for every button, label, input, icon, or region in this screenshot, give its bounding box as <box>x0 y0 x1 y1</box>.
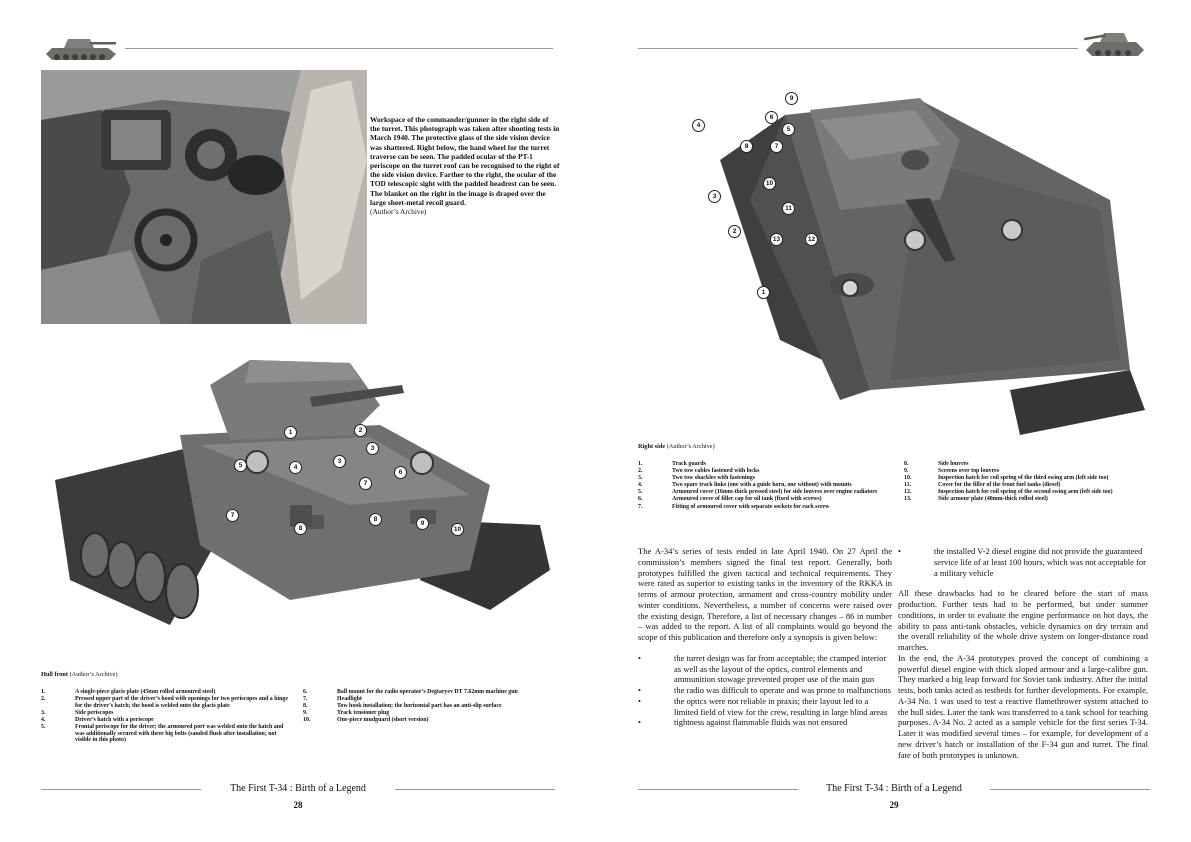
legend-text: Ball mount for the radio operator’s Degtaryev DT 7.62mm machine gun <box>337 689 518 695</box>
list-item <box>638 696 892 718</box>
tank-logo-icon <box>42 30 122 62</box>
bullet-text: the optics were not reliable in praxis; their layout led to a limited field of view for the crew, resulting in large blind areas <box>674 695 888 717</box>
hull-callout-8b: 9 <box>416 517 429 530</box>
footer-rule-right <box>990 789 1150 790</box>
bullet-glyph: • <box>638 652 641 663</box>
right-side-title <box>638 444 715 451</box>
list-item <box>638 685 892 696</box>
legend-num: 5. <box>638 489 643 496</box>
legend-num: 3. <box>638 475 643 482</box>
header-rule <box>125 48 553 49</box>
right-side-legend-left <box>638 461 893 511</box>
legend-text: Headlight <box>337 696 362 703</box>
turret-caption-credit: (Author’s Archive) <box>370 207 427 217</box>
bullet-text: the installed V-2 diesel engine did not provide the guaranteed service life of at least 100 hours, which was not acceptable for a military vehicle <box>934 546 1146 578</box>
col1-bullet-list <box>638 653 892 728</box>
footer-rule-left <box>41 789 201 790</box>
col2-paragraph-2: In the end, the A-34 prototypes proved the concept of combining a powerful diesel engine with thick sloped armour and a large-calibre gun. They marked a big leap forward for Soviet tank industry. After the initial tests, both tanks acted as testbeds for further developments. For example, A-34 No. 1 was used to test a reactive flamethrower system attached to the hull sides. Later the tank was transferred to a tank school for teaching purposes. A-34 No. 2 acted as a sample vehicle for the first series T-34. Later it was modified several times – for example, for development of a new driver’s hatch or installation of the F-34 gun and turret. The final fate of both prototypes is unknown. <box>898 652 1148 760</box>
legend-num: 11. <box>904 482 912 489</box>
legend-text: Inspection hatch for coil spring of the third swing arm (left side too) <box>938 475 1109 482</box>
legend-num: 1. <box>41 689 46 695</box>
side-callout-6: 6 <box>765 111 778 124</box>
bullet-glyph: • <box>638 695 641 706</box>
legend-num: 10. <box>904 475 912 482</box>
hull-callout-3a: 1 <box>284 426 297 439</box>
legend-text: Side armour plate (40mm-thick rolled steel) <box>938 496 1048 503</box>
tank-logo-icon <box>1082 22 1148 60</box>
legend-text: Fitting of armoured cover with separate sockets for each screw <box>672 503 830 510</box>
hull-callout-6: 4 <box>289 461 302 474</box>
legend-text: Two tow shackles with fastenings <box>672 475 756 482</box>
legend-text: Armoured cover of filler cap for oil tank (fixed with screws) <box>672 496 822 503</box>
legend-text: Frontal periscope for the driver; the armoured port was welded onto the hatch and was additionally secured with three big bolts (sanded flush after installation; not visible in this photo) <box>75 723 284 744</box>
side-callout-8: 8 <box>740 140 753 153</box>
hull-callout-5: 3 <box>333 455 346 468</box>
header-rule <box>638 48 1078 49</box>
page-number: 28 <box>293 800 303 810</box>
legend-text: Two spare track links (one with a guide horn, one without) with mounts <box>672 482 852 489</box>
hull-front-image <box>50 345 558 645</box>
legend-text: Track tensioner plug <box>337 710 390 717</box>
footer-title: The First T-34 : Birth of a Legend <box>826 783 962 794</box>
side-callout-9: 9 <box>785 92 798 105</box>
hull-front-legend-left <box>41 689 289 744</box>
legend-num: 7. <box>303 696 308 703</box>
col1-paragraph: The A-34’s series of tests ended in late April 1940. On 27 April the commission’s members signed the final test report. Generally, both prototypes fulfilled the given tactical and technical requirements. They were rated as superior to existing tanks in the inventory of the RKKA in terms of armour protection, armament and cross-country mobility under winter conditions. Nevertheless, a number of concerns were raised over the existing design. Therefore, a list of necessary changes – 86 in number – was added to the report. A list of all complaints would go beyond the scope of this publication and therefore only a synopsis is given below: <box>638 546 892 642</box>
legend-num: 13. <box>904 496 912 503</box>
col2-bullet-list <box>898 546 1148 578</box>
bullet-glyph: • <box>638 685 641 695</box>
legend-num: 7. <box>638 503 643 510</box>
turret-interior-photo <box>41 70 367 324</box>
bullet-text: the radio was difficult to operate and was prone to malfunctions <box>674 685 892 695</box>
text-column-2 <box>898 546 1148 760</box>
side-callout-12: 12 <box>805 233 818 246</box>
right-side-credit: (Author’s Archive) <box>666 443 715 450</box>
legend-num: 6. <box>303 689 308 695</box>
legend-text: Side periscopes <box>75 709 114 716</box>
side-callout-10: 10 <box>763 177 776 190</box>
side-callout-13: 13 <box>770 233 783 246</box>
hull-callout-4: 7 <box>359 477 372 490</box>
legend-num: 8. <box>904 461 909 467</box>
list-item <box>638 653 892 685</box>
hull-front-title-text: Hull front <box>41 671 68 678</box>
hull-callout-10: 7 <box>226 509 239 522</box>
bullet-glyph: • <box>898 546 901 556</box>
legend-num: 4. <box>638 482 643 489</box>
legend-num: 3. <box>41 709 46 716</box>
bullet-text: the turret design was far from acceptable; the cramped interior as well as the layout of the optics, control elements and ammunition stowage prevented proper use of the main gun <box>674 652 887 685</box>
right-side-title-text: Right side <box>638 443 666 450</box>
hull-callout-8a: 8 <box>294 522 307 535</box>
bullet-glyph: • <box>638 717 641 728</box>
side-callout-7: 7 <box>770 140 783 153</box>
hull-front-title <box>41 672 118 679</box>
bullet-text: tightness against flammable fluids was not ensured <box>674 717 848 728</box>
hull-callout-2: 3 <box>366 442 379 455</box>
legend-text: Two tow cables fastened with locks <box>672 468 760 475</box>
hull-callout-9: 10 <box>451 523 464 536</box>
right-side-photo <box>690 90 1168 435</box>
legend-num: 5. <box>41 723 46 730</box>
legend-text: Tow hook installation; the horizontal part has an anti-slip surface <box>337 703 502 710</box>
right-side-legend-right <box>904 461 1166 504</box>
legend-num: 8. <box>303 703 308 710</box>
hull-front-photo <box>50 345 558 645</box>
side-callout-3: 3 <box>708 190 721 203</box>
legend-num: 9. <box>303 710 308 717</box>
hull-front-credit: (Author’s Archive) <box>69 671 118 678</box>
hull-callout-1: 8 <box>369 513 382 526</box>
right-side-image <box>690 90 1168 435</box>
turret-caption-text: Workspace of the commander/gunner in the right side of the turret. This photograph was taken after shooting tests in March 1940. The protective glass of the side vision device was shattered. Right below, the hand wheel for the turret traverse can be seen. The padded ocular of the PT-1 periscope on the turret roof can be recognised to the right of the side vision device. Farther to the right, the ocular of the TOD telescopic sight with the padded headrest can be seen. The blanket on the right in the image is draped over the large sheet-metal recoil guard. <box>370 115 560 207</box>
legend-text: Driver’s hatch with a periscope <box>75 716 154 723</box>
legend-text: Cover for the filler of the front fuel tanks (diesel) <box>938 482 1061 489</box>
legend-num: 1. <box>638 461 643 467</box>
footer-rule-right <box>395 789 555 790</box>
legend-text: Pressed upper part of the driver’s hood with openings for two periscopes and a hinge for the driver’s hatch; the hood is welded onto the glacis plate <box>75 696 288 709</box>
legend-text: A single-piece glacis plate (45mm rolled armoured steel) <box>75 689 216 695</box>
legend-num: 2. <box>41 696 46 703</box>
side-callout-11: 11 <box>782 202 795 215</box>
list-item <box>898 546 1148 578</box>
list-item <box>638 717 892 728</box>
side-callout-5: 5 <box>782 123 795 136</box>
legend-text: One-piece mudguard (short version) <box>337 717 429 724</box>
legend-text: Inspection hatch for coil spring of the second swing arm (left side too) <box>938 489 1113 496</box>
turret-photo-caption <box>370 115 560 216</box>
legend-num: 6. <box>638 496 643 503</box>
hull-callout-3b: 2 <box>354 424 367 437</box>
legend-text: Screens over top louvres <box>938 468 1000 475</box>
page-number: 29 <box>889 800 899 810</box>
hull-callout-7a: 5 <box>234 459 247 472</box>
turret-interior-image <box>41 70 367 324</box>
footer-title: The First T-34 : Birth of a Legend <box>230 783 366 794</box>
legend-text: Armoured cover (16mm-thick pressed steel) for side louvres over engine radiators <box>672 489 878 496</box>
side-callout-4: 4 <box>692 119 705 132</box>
legend-num: 9. <box>904 468 909 475</box>
hull-front-legend-right <box>303 689 561 724</box>
legend-text: Track guards <box>672 461 706 467</box>
side-callout-2: 2 <box>728 225 741 238</box>
footer-rule-left <box>638 789 798 790</box>
legend-num: 2. <box>638 468 643 475</box>
text-column-1 <box>638 546 892 728</box>
side-callout-1: 1 <box>757 286 770 299</box>
legend-text: Side louvres <box>938 461 969 467</box>
legend-num: 12. <box>904 489 912 496</box>
hull-callout-7b: 6 <box>394 466 407 479</box>
legend-num: 4. <box>41 716 46 723</box>
legend-num: 10. <box>303 717 311 724</box>
col2-paragraph-1: All these drawbacks had to be cleared before the start of mass production. Further tests had to be performed, but under summer conditions, in order to evaluate the engine performance on hot days, the ability to pass anti-tank obstacles, vehicle dynamics on dry terrain and the overall reliability of the whole drive system on longer-distance road marches. <box>898 588 1148 652</box>
